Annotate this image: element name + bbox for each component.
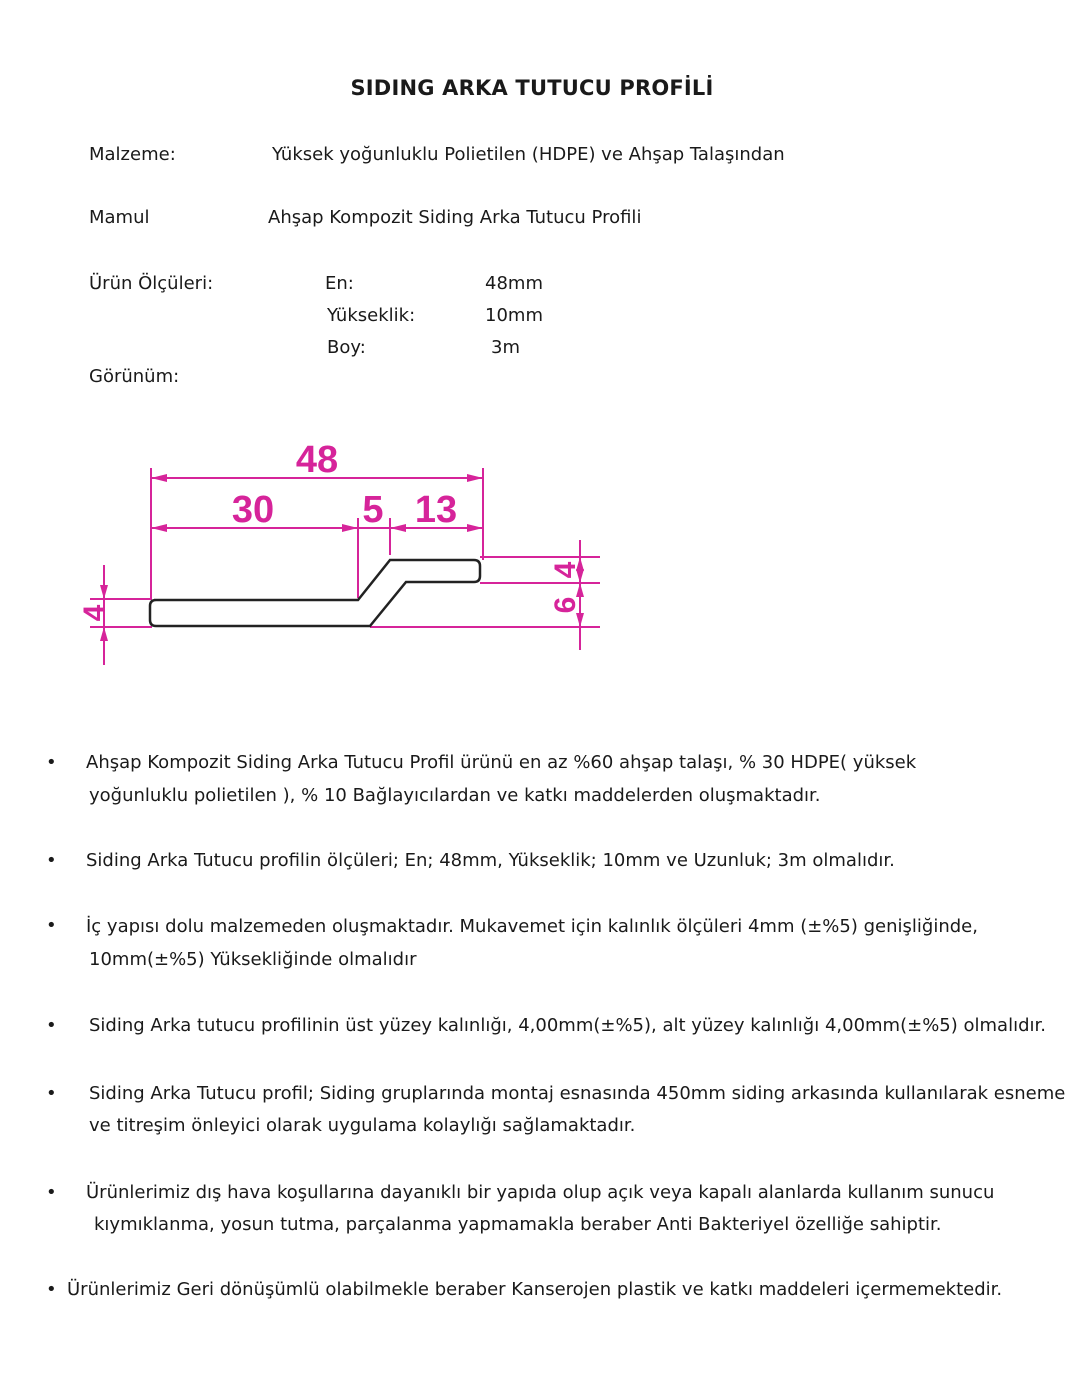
dim-total-text: 48 bbox=[295, 439, 339, 481]
profile-drawing bbox=[40, 410, 620, 680]
dim-width-label: En: bbox=[325, 273, 354, 294]
dim-b-text: 5 bbox=[362, 489, 384, 531]
bullet-dot: • bbox=[46, 1015, 57, 1036]
bullet-5-line-1: Siding Arka Tutucu profil; Siding gruplarında montaj esnasında 450mm siding arkasında kullanılarak esneme bbox=[89, 1083, 1066, 1104]
product-value: Ahşap Kompozit Siding Arka Tutucu Profili bbox=[268, 207, 642, 228]
material-label: Malzeme: bbox=[89, 144, 176, 165]
page-title: SIDING ARKA TUTUCU PROFİLİ bbox=[350, 76, 714, 100]
bullet-6-line-2: kıymıklanma, yosun tutma, parçalanma yapmamakla beraber Anti Bakteriyel özelliğe sahiptir. bbox=[94, 1214, 942, 1235]
dim-c-text: 13 bbox=[414, 489, 458, 531]
bullet-3-line-2: 10mm(±%5) Yüksekliğinde olmalıdır bbox=[89, 949, 417, 970]
dim-right-top-text: 4 bbox=[548, 561, 582, 579]
bullet-dot: • bbox=[46, 1182, 57, 1203]
bullet-dot: • bbox=[46, 915, 57, 936]
appearance-label: Görünüm: bbox=[89, 366, 180, 387]
bullet-2-line-1: Siding Arka Tutucu profilin ölçüleri; En; 48mm, Yükseklik; 10mm ve Uzunluk; 3m olmalıdır. bbox=[86, 850, 895, 871]
dim-left-text: 4 bbox=[77, 604, 111, 622]
dim-length-value: 3m bbox=[491, 337, 520, 358]
material-value: Yüksek yoğunluklu Polietilen (HDPE) ve Ahşap Talaşından bbox=[272, 144, 785, 165]
bullet-1-line-1: Ahşap Kompozit Siding Arka Tutucu Profil ürünü en az %60 ahşap talaşı, % 30 HDPE( yüksek bbox=[86, 752, 917, 773]
bullet-3-line-1: İç yapısı dolu malzemeden oluşmaktadır. Mukavemet için kalınlık ölçüleri 4mm (±%5) genişliğinde, bbox=[86, 916, 978, 937]
bullet-1-line-2: yoğunluklu polietilen ), % 10 Bağlayıcılardan ve katkı maddelerden oluşmaktadır. bbox=[89, 785, 821, 806]
bullet-4-line-1: Siding Arka tutucu profilinin üst yüzey kalınlığı, 4,00mm(±%5), alt yüzey kalınlığı 4,00mm(±%5) olmalıdır. bbox=[89, 1015, 1046, 1036]
dim-height-value: 10mm bbox=[485, 305, 543, 326]
bullet-dot: • bbox=[46, 1279, 57, 1300]
dimensions-label: Ürün Ölçüleri: bbox=[89, 273, 214, 294]
bullet-dot: • bbox=[46, 752, 57, 773]
bullet-6-line-1: Ürünlerimiz dış hava koşullarına dayanıklı bir yapıda olup açık veya kapalı alanlarda kullanım sunucu bbox=[86, 1182, 995, 1203]
profile-outline bbox=[150, 560, 480, 626]
dim-height-label: Yükseklik: bbox=[327, 305, 416, 326]
bullet-5-line-2: ve titreşim önleyici olarak uygulama kolaylığı sağlamaktadır. bbox=[89, 1115, 636, 1136]
dim-width-value: 48mm bbox=[485, 273, 543, 294]
bullet-dot: • bbox=[46, 850, 57, 871]
bullet-dot: • bbox=[46, 1083, 57, 1104]
dim-a-text: 30 bbox=[231, 489, 275, 531]
dim-length-label: Boy: bbox=[327, 337, 366, 358]
product-label: Mamul bbox=[89, 207, 150, 228]
bullet-7-line-1: Ürünlerimiz Geri dönüşümlü olabilmekle beraber Kanserojen plastik ve katkı maddeleri içermemektedir. bbox=[67, 1279, 1003, 1300]
dim-right-bottom-text: 6 bbox=[548, 596, 582, 614]
